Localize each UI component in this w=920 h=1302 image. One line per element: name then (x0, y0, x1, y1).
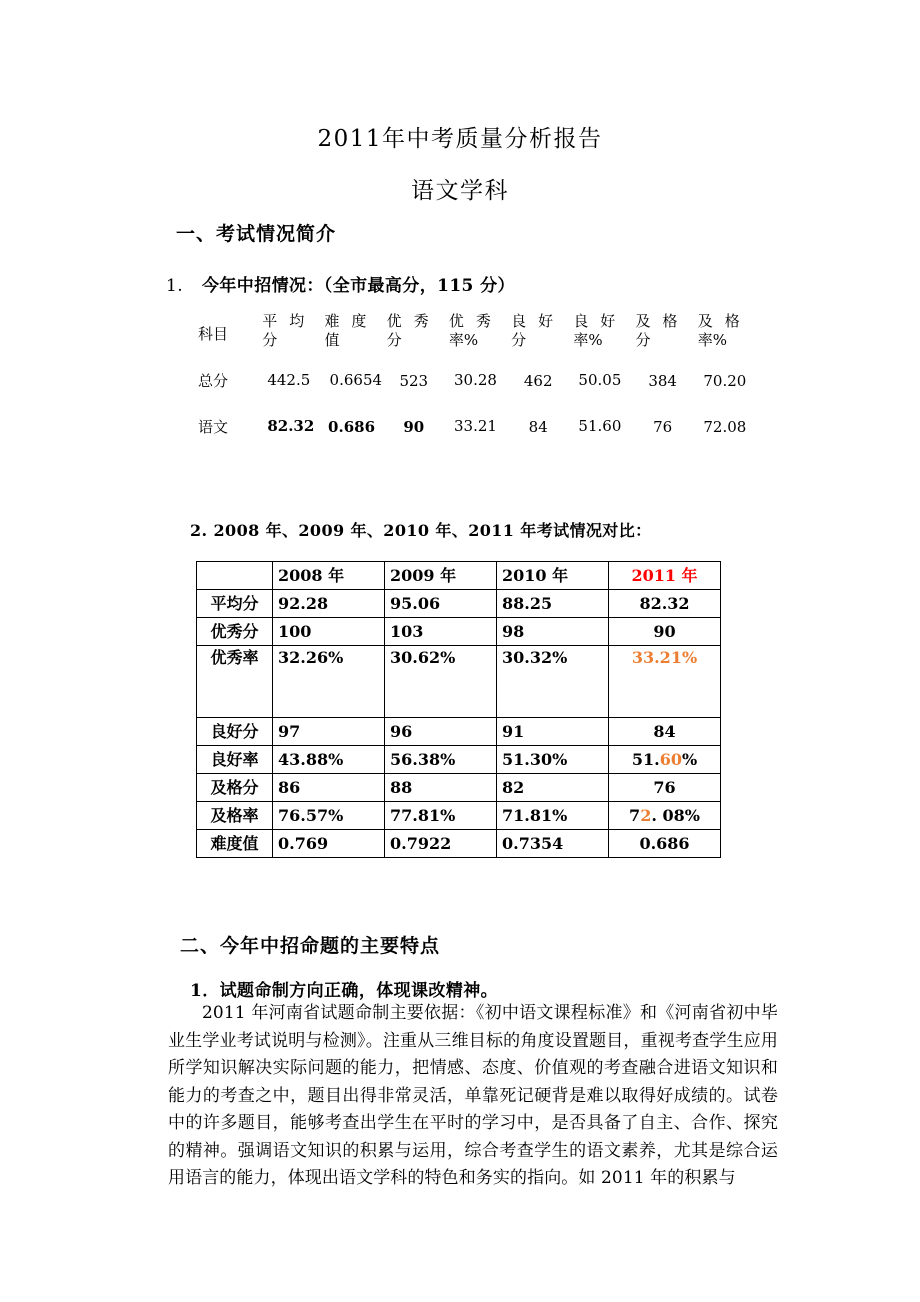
section-1-item-1 (166, 271, 515, 296)
table-row (197, 618, 721, 646)
table2-row4-2008: 43.88% (273, 746, 385, 774)
table2-row0-2011: 82.32 (609, 590, 721, 618)
table-row (196, 358, 756, 404)
table1-row0-good-score: 462 (523, 371, 553, 390)
section-1-item-2-number: 2. (190, 521, 208, 540)
document-title: 2011年中考质量分析报告 (317, 126, 603, 152)
table2-row0-2008: 92.28 (273, 590, 385, 618)
table2-header-2010: 2010 年 (497, 562, 609, 590)
section-1-heading: 一、考试情况简介 (176, 223, 337, 245)
table1-header-subject: 科目 (198, 324, 229, 343)
section-2-paragraph: 2011 年河南省试题命制主要依据：《初中语文课程标准》和《河南省初中毕业生学业考试说明与检测》。注重从三维目标的角度设置题目，重视考查学生应用所学知识解决实际问题的能力，把情感、态度、价值观的考查融合进语文知识和能力的考查之中，题目出得非常灵活，单靠死记硬背是难以取得好成绩的。试卷中的许多题目，能够考查出学生在平时的学习中，是否具备了自主、合作、探究的精神。强调语文知识的积累与运用，综合考查学生的语文素养，尤其是综合运用语言的能力，体现出语文学科的特色和务实的指向。如 2011 年的积累与 (168, 1003, 778, 1188)
table-row (197, 802, 721, 830)
table2-row6-2008: 76.57% (273, 802, 385, 830)
table-header-row (197, 562, 721, 590)
table-row (197, 830, 721, 858)
table1-row1-excellent-rate: 33.21 (453, 417, 497, 436)
table2-row5-label: 及格分 (197, 774, 273, 802)
section-1-item-1-text: 今年中招情况：（全市最高分，115 分） (202, 276, 515, 296)
table2-row6-2009: 77.81% (385, 802, 497, 830)
table1-row1-good-score: 84 (528, 417, 548, 436)
section-2-heading: 二、今年中招命题的主要特点 (180, 935, 441, 957)
table1-row1-excellent-score: 90 (403, 417, 425, 436)
table-row (197, 774, 721, 802)
year-comparison-table (196, 561, 721, 858)
table2-row1-2011: 90 (609, 618, 721, 646)
table2-header-2008: 2008 年 (273, 562, 385, 590)
table1-row1-subject: 语文 (198, 417, 229, 436)
table2-row5-2008: 86 (273, 774, 385, 802)
table1-row1-pass-rate: 72.08 (703, 417, 747, 436)
table2-row0-2009: 95.06 (385, 590, 497, 618)
table1-row0-pass-rate: 70.20 (703, 371, 747, 390)
table1-header-pass-rate: 及格率% (697, 312, 740, 349)
table-row (196, 404, 756, 450)
table2-row3-label: 良好分 (197, 718, 273, 746)
table-header-row (196, 310, 756, 358)
table-row (197, 746, 721, 774)
table2-header-blank (197, 562, 273, 590)
section-1-item-1-number: 1. (166, 276, 184, 296)
table2-row2-2010: 30.32% (497, 646, 609, 718)
table1-row0-excellent-score: 523 (399, 371, 429, 390)
table2-row5-2009: 88 (385, 774, 497, 802)
table2-row6-2011: 72. 08% (609, 802, 721, 830)
table1-row0-good-rate: 50.05 (578, 371, 622, 390)
table2-row0-2010: 88.25 (497, 590, 609, 618)
table2-row3-2008: 97 (273, 718, 385, 746)
table1-header-excellent-rate: 优秀率% (448, 312, 491, 349)
table2-row2-2008: 32.26% (273, 646, 385, 718)
table1-row1-difficulty: 0.686 (328, 417, 376, 436)
table2-row4-2009: 56.38% (385, 746, 497, 774)
table2-row1-label: 优秀分 (197, 618, 273, 646)
table2-row7-2010: 0.7354 (497, 830, 609, 858)
table2-row7-label: 难度值 (197, 830, 273, 858)
table-row (197, 718, 721, 746)
document-subtitle: 语文学科 (411, 178, 509, 204)
table2-header-2011: 2011 年 (609, 562, 721, 590)
table1-row1-good-rate: 51.60 (578, 417, 622, 436)
table1-row0-excellent-rate: 30.28 (453, 371, 497, 390)
table2-header-2009: 2009 年 (385, 562, 497, 590)
table2-row5-2010: 82 (497, 774, 609, 802)
table-row (197, 590, 721, 618)
table-row (197, 646, 721, 718)
table2-row0-label: 平均分 (197, 590, 273, 618)
section-1-item-2 (190, 518, 652, 541)
table2-row4-label: 良好率 (197, 746, 273, 774)
table1-row1-avg: 82.32 (267, 417, 315, 436)
section-2-item-1: 1．试题命制方向正确，体现课改精神。 (190, 981, 499, 1001)
table2-row6-label: 及格率 (197, 802, 273, 830)
table2-row3-2011: 84 (609, 718, 721, 746)
table2-row7-2008: 0.769 (273, 830, 385, 858)
table2-row7-2011: 0.686 (609, 830, 721, 858)
table1-row0-difficulty: 0.6654 (329, 371, 383, 390)
table1-row0-pass-score: 384 (648, 371, 677, 390)
table1-row1-pass-score: 76 (653, 417, 673, 436)
table2-row3-2009: 96 (385, 718, 497, 746)
table1-header-avg: 平均分 (262, 312, 305, 349)
table1-header-good-score: 良好分 (511, 312, 554, 349)
table1-row0-subject: 总分 (198, 371, 229, 390)
table1-header-pass-score: 及格分 (635, 312, 678, 349)
table2-row4-2011: 51.60% (609, 746, 721, 774)
table2-row2-label: 优秀率 (197, 646, 273, 718)
table2-row3-2010: 91 (497, 718, 609, 746)
table2-row1-2010: 98 (497, 618, 609, 646)
table2-row7-2009: 0.7922 (385, 830, 497, 858)
table1-row0-avg: 442.5 (267, 371, 311, 390)
table1-header-good-rate: 良好率% (573, 312, 616, 349)
table2-row2-2011: 33.21% (609, 646, 721, 718)
table2-row2-2009: 30.62% (385, 646, 497, 718)
table2-row6-2010: 71.81% (497, 802, 609, 830)
table1-header-difficulty: 难度值 (324, 312, 367, 349)
exam-summary-table (196, 310, 756, 450)
table2-row4-2010: 51.30% (497, 746, 609, 774)
table2-row5-2011: 76 (609, 774, 721, 802)
table2-row1-2009: 103 (385, 618, 497, 646)
table1-header-excellent-score: 优秀分 (386, 312, 429, 349)
section-1-item-2-text: 2008 年、2009 年、2010 年、2011 年考试情况对比： (213, 521, 652, 540)
table2-row1-2008: 100 (273, 618, 385, 646)
